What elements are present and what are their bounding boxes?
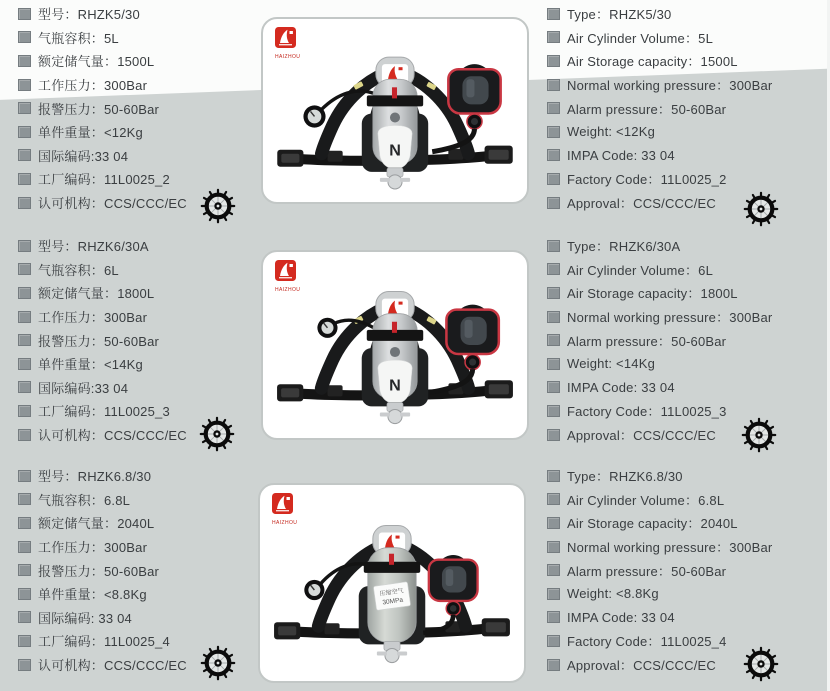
- square-bullet-icon: [547, 173, 560, 185]
- square-bullet-icon: [547, 102, 560, 114]
- spec-text: Approval：CCS/CCC/EC: [567, 196, 717, 212]
- square-bullet-icon: [18, 635, 31, 647]
- square-bullet-icon: [547, 79, 560, 91]
- spec-text: Air Storage capacity：1800L: [567, 286, 738, 302]
- spec-line: [18, 2, 268, 26]
- spec-line: [547, 120, 797, 144]
- spec-text: 气瓶容积：6L: [38, 262, 119, 278]
- square-bullet-icon: [547, 470, 560, 482]
- spec-text: Normal working pressure：300Bar: [567, 310, 773, 326]
- spec-text: Weight: <8.8Kg: [567, 586, 659, 602]
- spec-line: [18, 488, 268, 512]
- square-bullet-icon: [18, 240, 31, 252]
- spec-line: [547, 49, 797, 73]
- spec-line: [547, 352, 797, 376]
- square-bullet-icon: [18, 517, 31, 529]
- square-bullet-icon: [18, 126, 31, 138]
- spec-text: Type：RHZK6.8/30: [567, 469, 683, 485]
- spec-text: Alarm pressure：50-60Bar: [567, 101, 727, 117]
- square-bullet-icon: [18, 197, 31, 209]
- spec-text: Air Storage capacity：1500L: [567, 54, 738, 70]
- specs-cn-product-1: [18, 2, 268, 214]
- square-bullet-icon: [18, 381, 31, 393]
- spec-text: 认可机构：CCS/CCC/EC: [38, 196, 187, 212]
- spec-text: 国际编码: 33 04: [38, 610, 132, 626]
- spec-text: Approval：CCS/CCC/EC: [567, 658, 717, 674]
- spec-line: [18, 511, 268, 535]
- spec-text: 单件重量：<12Kg: [38, 125, 143, 141]
- product-photo-scba-rhzk6-30a: [269, 270, 521, 434]
- spec-text: 气瓶容积：6.8L: [38, 492, 131, 508]
- ship-wheel-icon: [200, 645, 236, 681]
- spec-line: [18, 96, 268, 120]
- square-bullet-icon: [18, 541, 31, 553]
- spec-text: 工作压力：300Bar: [38, 540, 148, 556]
- spec-line: [547, 234, 797, 258]
- spec-text: Weight: <12Kg: [567, 124, 656, 140]
- square-bullet-icon: [547, 405, 560, 417]
- spec-text: Alarm pressure：50-60Bar: [567, 333, 727, 349]
- specs-en-product-2: [547, 234, 797, 446]
- spec-text: 认可机构：CCS/CCC/EC: [38, 428, 187, 444]
- spec-text: 单件重量：<14Kg: [38, 357, 143, 373]
- spec-text: 额定储气量：2040L: [38, 516, 155, 532]
- spec-line: [547, 328, 797, 352]
- specs-cn-product-2: [18, 234, 268, 446]
- spec-text: Factory Code：11L0025_2: [567, 172, 727, 188]
- square-bullet-icon: [547, 493, 560, 505]
- spec-line: [547, 2, 797, 26]
- square-bullet-icon: [18, 55, 31, 67]
- square-bullet-icon: [18, 311, 31, 323]
- square-bullet-icon: [18, 79, 31, 91]
- spec-text: 气瓶容积：5L: [38, 30, 119, 46]
- spec-line: [18, 464, 268, 488]
- spec-line: [547, 464, 797, 488]
- spec-text: Approval：CCS/CCC/EC: [567, 428, 717, 444]
- spec-text: Factory Code：11L0025_3: [567, 404, 727, 420]
- brand-logo-text: HAIZHOU: [272, 520, 298, 526]
- square-bullet-icon: [18, 102, 31, 114]
- spec-line: [18, 49, 268, 73]
- spec-text: Air Storage capacity：2040L: [567, 516, 738, 532]
- spec-text: 工作压力：300Bar: [38, 78, 148, 94]
- spec-text: Air Cylinder Volume：6L: [567, 262, 714, 278]
- spec-text: 额定储气量：1500L: [38, 54, 155, 70]
- square-bullet-icon: [18, 405, 31, 417]
- spec-line: [547, 582, 797, 606]
- spec-line: [547, 558, 797, 582]
- spec-text: Type：RHZK5/30: [567, 7, 672, 23]
- square-bullet-icon: [547, 564, 560, 576]
- spec-text: 国际编码:33 04: [38, 380, 129, 396]
- spec-text: IMPA Code: 33 04: [567, 147, 675, 163]
- spec-text: Normal working pressure：300Bar: [567, 78, 773, 94]
- spec-text: Air Cylinder Volume：6.8L: [567, 492, 725, 508]
- square-bullet-icon: [547, 31, 560, 43]
- spec-text: Type：RHZK6/30A: [567, 239, 681, 255]
- spec-line: [18, 606, 268, 630]
- spec-line: [547, 258, 797, 282]
- square-bullet-icon: [547, 588, 560, 600]
- spec-text: 报警压力：50-60Bar: [38, 563, 160, 579]
- ship-wheel-icon: [741, 417, 777, 453]
- ship-wheel-icon: [743, 646, 779, 682]
- spec-line: [547, 26, 797, 50]
- spec-line: [18, 258, 268, 282]
- spec-line: [18, 582, 268, 606]
- spec-text: 额定储气量：1800L: [38, 286, 155, 302]
- spec-line: [547, 96, 797, 120]
- square-bullet-icon: [547, 240, 560, 252]
- ship-wheel-icon: [743, 191, 779, 227]
- square-bullet-icon: [18, 173, 31, 185]
- spec-text: IMPA Code: 33 04: [567, 379, 675, 395]
- spec-text: 型号：RHZK5/30: [38, 7, 140, 23]
- spec-text: 报警压力：50-60Bar: [38, 101, 160, 117]
- spec-text: 国际编码:33 04: [38, 148, 129, 164]
- spec-text: 型号：RHZK6.8/30: [38, 469, 152, 485]
- spec-text: 工厂编码：11L0025_2: [38, 172, 170, 188]
- product-photo-scba-rhzk5-30: [269, 37, 521, 198]
- spec-line: [547, 73, 797, 97]
- spec-text: 工作压力：300Bar: [38, 310, 148, 326]
- square-bullet-icon: [547, 197, 560, 209]
- square-bullet-icon: [547, 517, 560, 529]
- spec-line: [18, 73, 268, 97]
- spec-line: [547, 305, 797, 329]
- square-bullet-icon: [547, 287, 560, 299]
- spec-line: [18, 26, 268, 50]
- square-bullet-icon: [547, 311, 560, 323]
- spec-line: [547, 144, 797, 168]
- square-bullet-icon: [18, 429, 31, 441]
- spec-line: [18, 376, 268, 400]
- product-card-3: [258, 483, 526, 683]
- product-card-1: [261, 17, 529, 204]
- square-bullet-icon: [18, 149, 31, 161]
- spec-line: [547, 376, 797, 400]
- spec-line: [547, 281, 797, 305]
- square-bullet-icon: [18, 287, 31, 299]
- svg-text:压缩空气: 压缩空气: [379, 588, 404, 598]
- spec-line: [18, 234, 268, 258]
- spec-line: [547, 511, 797, 535]
- spec-line: [547, 535, 797, 559]
- square-bullet-icon: [547, 149, 560, 161]
- square-bullet-icon: [18, 334, 31, 346]
- square-bullet-icon: [547, 334, 560, 346]
- ship-wheel-icon: [199, 416, 235, 452]
- square-bullet-icon: [547, 263, 560, 275]
- spec-line: [18, 558, 268, 582]
- square-bullet-icon: [18, 588, 31, 600]
- spec-line: [18, 328, 268, 352]
- square-bullet-icon: [547, 659, 560, 671]
- spec-line: [547, 606, 797, 630]
- spec-text: 报警压力：50-60Bar: [38, 333, 160, 349]
- square-bullet-icon: [18, 470, 31, 482]
- square-bullet-icon: [547, 611, 560, 623]
- square-bullet-icon: [18, 263, 31, 275]
- square-bullet-icon: [547, 429, 560, 441]
- spec-line: [547, 167, 797, 191]
- svg-text:30MPa: 30MPa: [382, 596, 404, 607]
- square-bullet-icon: [547, 126, 560, 138]
- svg-text:N: N: [389, 141, 401, 160]
- square-bullet-icon: [547, 55, 560, 67]
- square-bullet-icon: [547, 635, 560, 647]
- spec-text: 工厂编码：11L0025_3: [38, 404, 170, 420]
- square-bullet-icon: [547, 358, 560, 370]
- spec-line: [18, 144, 268, 168]
- ship-wheel-icon: [200, 188, 236, 224]
- square-bullet-icon: [18, 564, 31, 576]
- spec-line: [18, 535, 268, 559]
- spec-line: [18, 305, 268, 329]
- spec-text: IMPA Code: 33 04: [567, 609, 675, 625]
- product-card-2: [261, 250, 529, 440]
- spec-text: 认可机构：CCS/CCC/EC: [38, 658, 187, 674]
- spec-line: [18, 281, 268, 305]
- spec-text: Normal working pressure：300Bar: [567, 540, 773, 556]
- svg-text:N: N: [389, 376, 401, 395]
- spec-text: Factory Code：11L0025_4: [567, 634, 727, 650]
- product-photo-scba-rhzk6-8-30: [266, 503, 518, 677]
- square-bullet-icon: [18, 31, 31, 43]
- square-bullet-icon: [18, 8, 31, 20]
- spec-text: Air Cylinder Volume：5L: [567, 30, 714, 46]
- square-bullet-icon: [547, 541, 560, 553]
- brand-logo-text: HAIZHOU: [275, 287, 301, 293]
- spec-text: Alarm pressure：50-60Bar: [567, 563, 727, 579]
- square-bullet-icon: [547, 8, 560, 20]
- square-bullet-icon: [18, 611, 31, 623]
- specs-en-product-1: [547, 2, 797, 214]
- square-bullet-icon: [18, 493, 31, 505]
- square-bullet-icon: [18, 358, 31, 370]
- brand-logo-text: HAIZHOU: [275, 54, 301, 60]
- spec-text: Weight: <14Kg: [567, 356, 656, 372]
- square-bullet-icon: [18, 659, 31, 671]
- square-bullet-icon: [547, 381, 560, 393]
- spec-text: 单件重量：<8.8Kg: [38, 587, 147, 603]
- spec-line: [18, 352, 268, 376]
- spec-line: [547, 488, 797, 512]
- spec-line: [18, 120, 268, 144]
- specs-en-product-3: [547, 464, 797, 676]
- spec-text: 工厂编码：11L0025_4: [38, 634, 170, 650]
- spec-text: 型号：RHZK6/30A: [38, 239, 149, 255]
